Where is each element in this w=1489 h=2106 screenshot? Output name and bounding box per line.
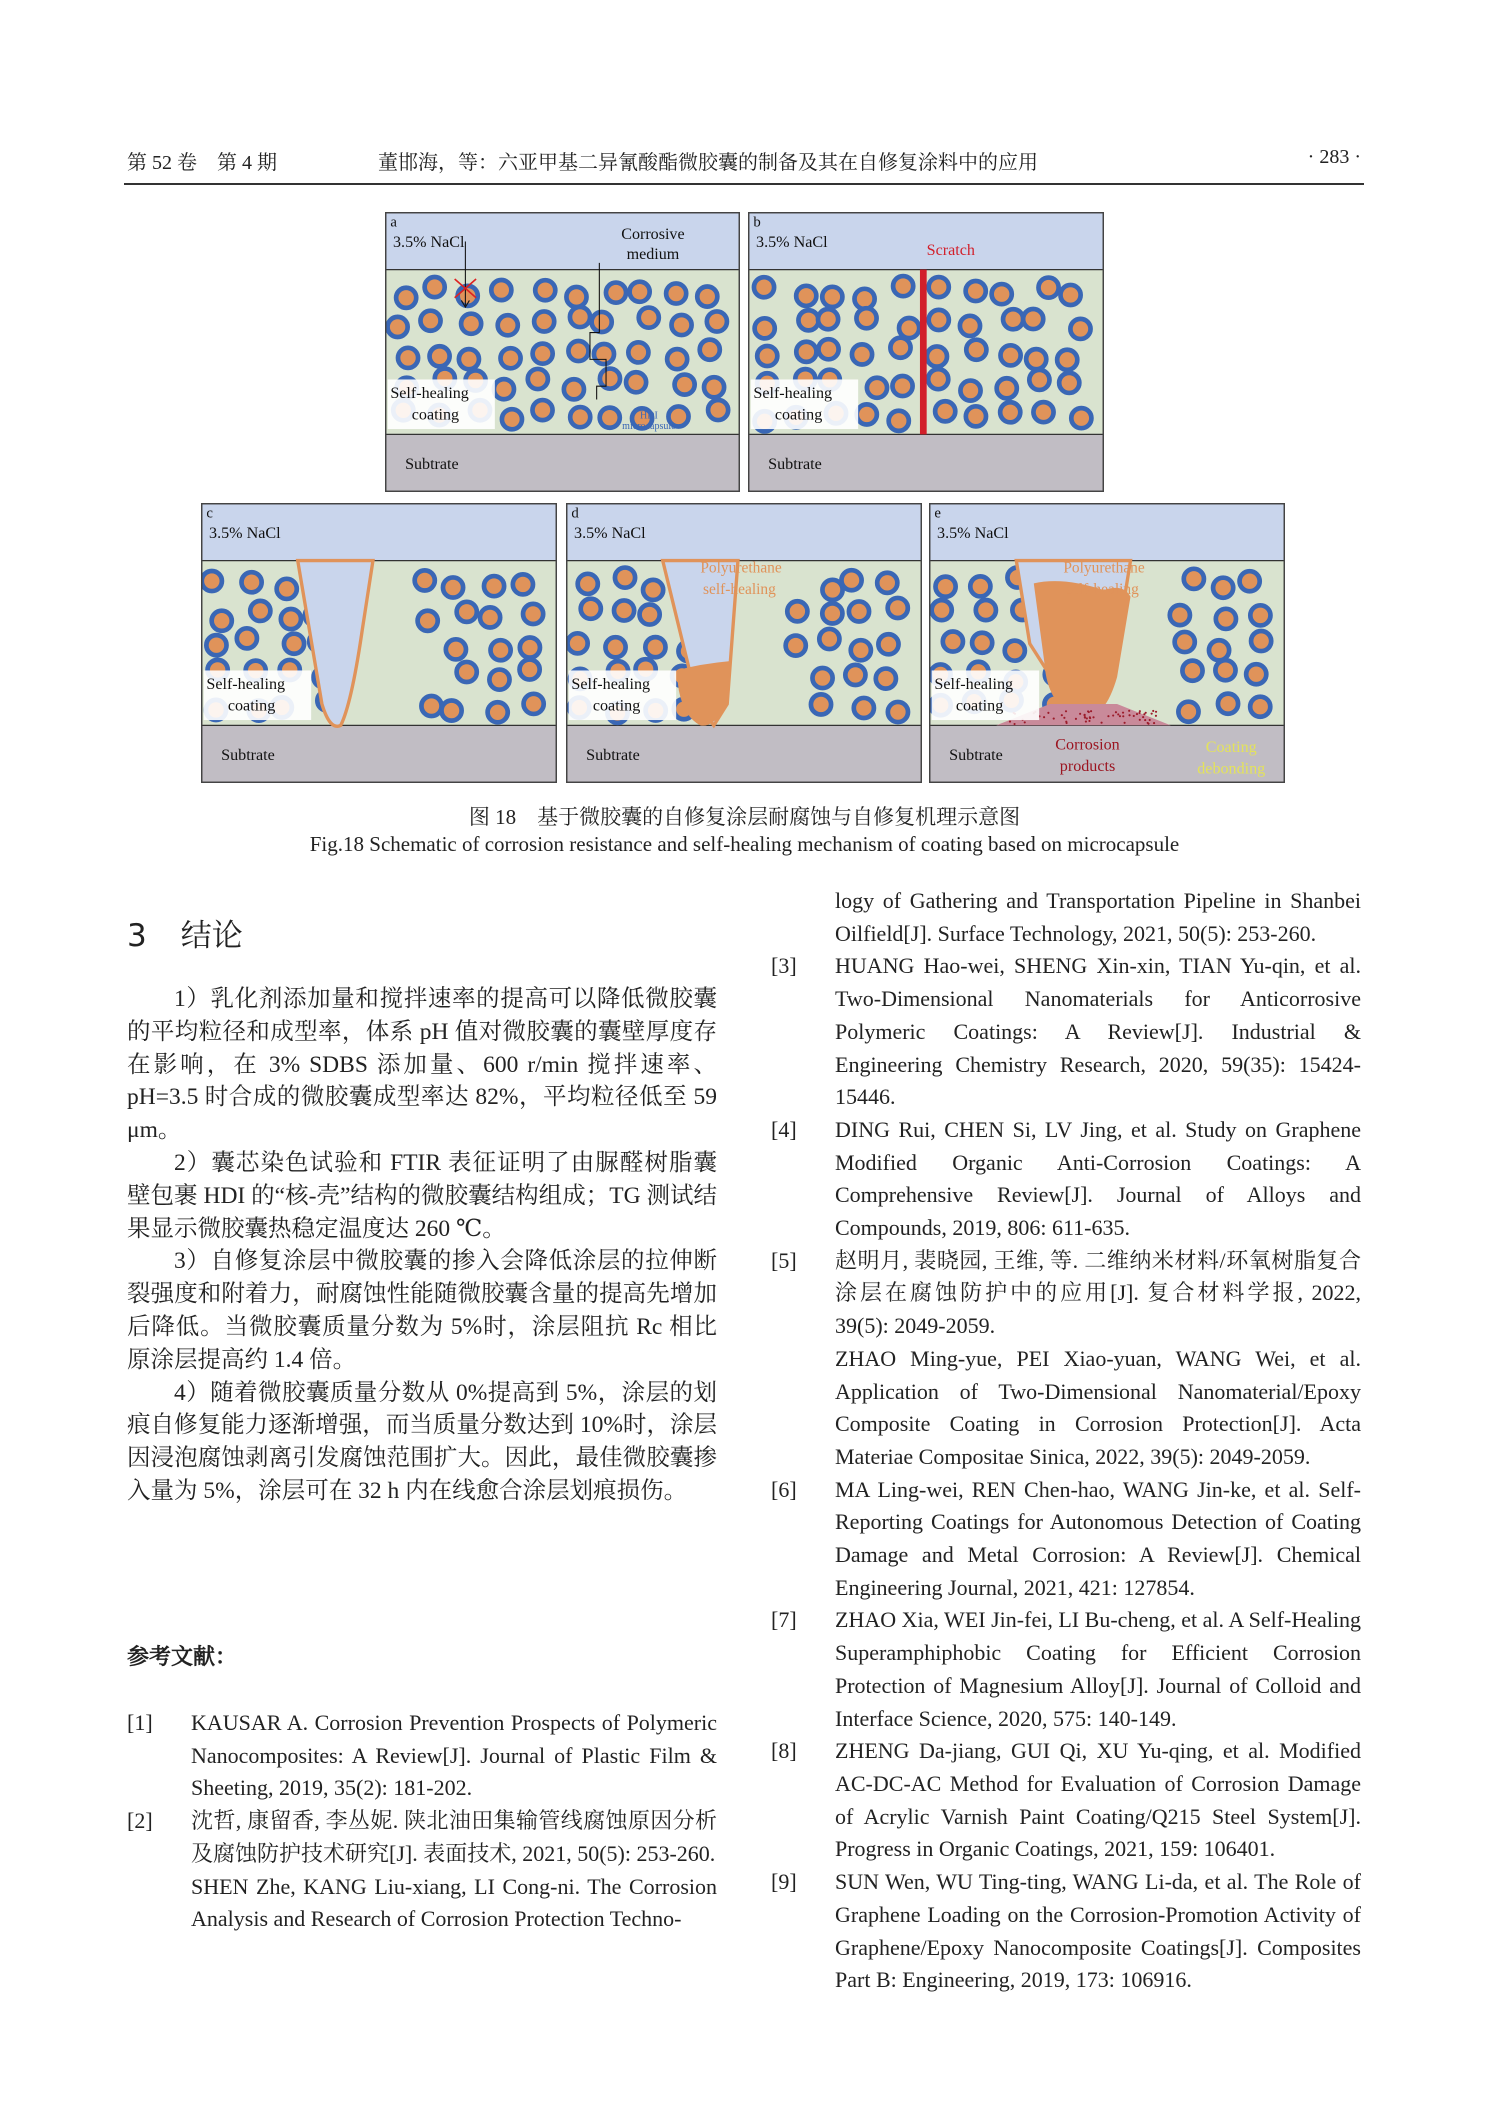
- microcapsule: [841, 570, 861, 590]
- microcapsule: [500, 348, 520, 368]
- microcapsule: [494, 379, 514, 399]
- corrosion-dot: [1155, 711, 1157, 713]
- microcapsule: [892, 376, 912, 396]
- reference-number: [2]: [127, 1808, 153, 1834]
- microcapsule: [643, 580, 663, 600]
- corrosion-dot: [1075, 718, 1077, 720]
- corrosion-dot: [1151, 713, 1153, 715]
- microcapsule: [798, 310, 818, 330]
- corrosion-products-label: Corrosion: [1055, 736, 1120, 754]
- reference-text: 赵明月, 裴晓园, 王维, 等. 二维纳米材料/环氧树脂复合涂层在腐蚀防护中的应用[J]. 复合材料学报, 2022, 39(5): 2049-2059.: [835, 1247, 1361, 1339]
- corrosion-dot: [1088, 711, 1090, 713]
- microcapsule: [535, 280, 555, 300]
- microcapsule: [212, 611, 232, 631]
- coating-label: Self-healing: [206, 676, 286, 694]
- figure-caption-cn: 图 18 基于微胶囊的自修复涂层耐腐蚀与自修复机理示意图: [468, 805, 1021, 829]
- microcapsule: [1213, 578, 1233, 598]
- corrosion-dot: [1092, 716, 1094, 718]
- running-title: 董邯海，等：六亚甲基二异氰酸酯微胶囊的制备及其在自修复涂料中的应用: [378, 152, 1038, 174]
- microcapsule: [241, 572, 261, 592]
- microcapsule: [581, 599, 601, 619]
- corrosion-dot: [1112, 714, 1114, 716]
- corrosion-dot: [1024, 721, 1026, 723]
- microcapsule: [420, 311, 440, 331]
- microcapsule: [640, 604, 660, 624]
- polyurethane-label: self-healing: [1066, 581, 1139, 599]
- reference-text: HUANG Hao-wei, SHENG Xin-xin, TIAN Yu-qin, et al. Two-Dimensional Nanomaterials for Anticorrosive Polymeric Coatings: A Review[J]. Industrial & Engineering Chemistry Research, 2020, 59(35): 15424-15446.: [835, 953, 1361, 1110]
- microcapsule: [845, 665, 865, 685]
- coating-label: coating: [227, 697, 276, 715]
- corrosion-dot: [1124, 722, 1126, 724]
- microcapsule: [854, 698, 874, 718]
- microcapsule: [1184, 569, 1204, 589]
- panel-letter: b: [753, 214, 761, 231]
- microcapsule: [606, 283, 626, 303]
- corrosion-dot: [1090, 710, 1092, 712]
- section-title: 结论: [180, 918, 243, 954]
- reference-item: [127, 1707, 717, 1805]
- microcapsule: [277, 579, 297, 599]
- solution-label: 3.5% NaCl: [574, 524, 646, 542]
- microcapsule: [533, 344, 553, 364]
- microcapsule: [943, 631, 963, 651]
- conclusion-paragraph: 4）随着微胶囊质量分数从 0%提高到 5%，涂层的划痕自修复能力逐渐增强，而当质量分数达到 10%时，涂层因浸泡腐蚀剥离引发腐蚀范围扩大。因此，最佳微胶囊掺入量为 5%，涂层可在 32 h 内在线愈合涂层划痕损伤。: [127, 1379, 717, 1504]
- microcapsule: [1000, 402, 1020, 422]
- microcapsule: [960, 316, 980, 336]
- substrate-label: Subtrate: [768, 456, 822, 474]
- microcapsule: [966, 406, 986, 426]
- microcapsule: [491, 280, 511, 300]
- microcapsule: [446, 639, 466, 659]
- microcapsule: [430, 346, 450, 366]
- corrosion-dot: [1009, 720, 1011, 722]
- microcapsule: [592, 312, 612, 332]
- microcapsule: [615, 568, 635, 588]
- microcapsule: [929, 277, 949, 297]
- corrosion-dot: [1142, 716, 1144, 718]
- microcapsule: [396, 288, 416, 308]
- corrosion-dot: [1043, 716, 1045, 718]
- microcapsule: [1070, 319, 1090, 339]
- microcapsule: [822, 603, 842, 623]
- scratch-label: Scratch: [926, 241, 975, 259]
- solution-label: 3.5% NaCl: [756, 233, 828, 251]
- reference-item: [771, 1474, 1361, 1605]
- microcapsule: [857, 404, 877, 424]
- microcapsule: [1216, 609, 1236, 629]
- references-left: [127, 1707, 717, 1936]
- reference-text: MA Ling-wei, REN Chen-hao, WANG Jin-ke, et al. Self-Reporting Coatings for Autonomous Detection of Coating Damage and Metal Corrosion: A Review[J]. Chemical Engineering Journal, 2021, 421: 127854.: [835, 1476, 1361, 1600]
- panel-letter: e: [934, 505, 941, 522]
- panel-c: [201, 503, 557, 783]
- microcapsule: [1178, 702, 1198, 722]
- microcapsule: [564, 379, 584, 399]
- microcapsule: [786, 636, 806, 656]
- microcapsule: [418, 611, 438, 631]
- microcapsule: [1218, 694, 1238, 714]
- panel-e: [929, 503, 1285, 783]
- corrosion-dot: [1088, 720, 1090, 722]
- corrosion-dot: [1138, 712, 1140, 714]
- coating-label: Self-healing: [390, 385, 469, 403]
- reference-item: [771, 1866, 1361, 1997]
- corrosive-medium-label: medium: [626, 245, 680, 263]
- microcapsule: [630, 282, 650, 302]
- microcapsule: [425, 277, 445, 297]
- corrosion-dot: [1063, 717, 1065, 719]
- microcapsule: [459, 349, 479, 369]
- reference-number: [7]: [771, 1607, 797, 1633]
- microcapsule: [1023, 309, 1043, 329]
- scratch-mark: [920, 270, 927, 435]
- microcapsule: [1003, 309, 1023, 329]
- polyurethane-label: self-healing: [703, 581, 776, 599]
- microcapsule: [818, 339, 838, 359]
- microcapsule: [594, 344, 614, 364]
- corrosion-dot: [1065, 710, 1067, 712]
- conclusions: [127, 983, 717, 1508]
- microcapsule: [1246, 664, 1266, 684]
- microcapsule: [854, 289, 874, 309]
- conclusion-paragraph: 3）自修复涂层中微胶囊的掺入会降低涂层的拉伸断裂强度和附着力，耐腐蚀性能随微胶囊含量的提高先增加后降低。当微胶囊质量分数为 5%时，涂层阻抗 Rc 相比原涂层提高约 1.4 倍。: [127, 1248, 717, 1373]
- microcapsule: [502, 409, 522, 429]
- microcapsule: [704, 377, 724, 397]
- panel-b: [748, 212, 1104, 492]
- conclusion-paragraph: 2）囊芯染色试验和 FTIR 表征证明了由脲醛树脂囊壁包裹 HDI 的“核-壳”结构的微胶囊结构组成；TG 测试结果显示微胶囊热稳定温度达 260 ℃。: [127, 1149, 717, 1242]
- microcapsule: [570, 307, 590, 327]
- microcapsule: [480, 607, 500, 627]
- microcapsule: [1059, 373, 1079, 393]
- coating-debonding-label: debonding: [1197, 760, 1266, 778]
- microcapsule: [899, 318, 919, 338]
- hdi-capsule-label: HDI: [639, 410, 658, 422]
- reference-continuation: [771, 885, 1361, 950]
- microcapsule: [1071, 408, 1091, 428]
- microcapsule: [852, 344, 872, 364]
- corrosion-dot: [1145, 712, 1147, 714]
- microcapsule: [566, 287, 586, 307]
- reference-text: DING Rui, CHEN Si, LV Jing, et al. Study on Graphene Modified Organic Anti-Corrosion Coatings: A Comprehensive Review[J]. Journal of Alloys and Compounds, 2019, 806: 611-635.: [835, 1116, 1361, 1241]
- microcapsule: [614, 600, 634, 620]
- substrate-label: Subtrate: [586, 747, 640, 765]
- reference-number: [1]: [127, 1710, 153, 1735]
- microcapsule: [812, 668, 832, 688]
- page-number: · 283 ·: [1307, 146, 1361, 168]
- reference-item: [771, 1735, 1361, 1866]
- microcapsule: [398, 348, 418, 368]
- corrosion-dot: [1139, 719, 1141, 721]
- references-right: [771, 885, 1361, 1997]
- microcapsule: [1251, 631, 1271, 651]
- microcapsule: [1026, 349, 1046, 369]
- panel-letter: c: [206, 505, 213, 522]
- microcapsule: [697, 287, 717, 307]
- microcapsule: [443, 577, 463, 597]
- corrosion-dot: [1047, 712, 1049, 714]
- microcapsule: [888, 598, 908, 618]
- microcapsule: [849, 601, 869, 621]
- corrosive-medium-label: Corrosive: [621, 225, 685, 243]
- coating-label: coating: [411, 406, 460, 424]
- corrosion-dot: [1107, 715, 1109, 717]
- microcapsule: [441, 701, 461, 721]
- microcapsule: [421, 696, 441, 716]
- microcapsule: [628, 342, 648, 362]
- microcapsule: [667, 349, 687, 369]
- polyurethane-label: Polyurethane: [700, 559, 782, 577]
- corrosion-dot: [1013, 723, 1015, 725]
- microcapsule: [1209, 640, 1229, 660]
- microcapsule: [708, 400, 728, 420]
- microcapsule: [415, 570, 435, 590]
- microcapsule: [1170, 605, 1190, 625]
- microcapsule: [867, 378, 887, 398]
- microcapsule: [388, 317, 408, 337]
- reference-item: [771, 950, 1361, 1114]
- reference-number: [6]: [771, 1476, 797, 1502]
- corrosion-dot: [1053, 718, 1055, 720]
- corrosion-dot: [1084, 717, 1086, 719]
- microcapsule: [1215, 660, 1235, 680]
- microcapsule: [1038, 278, 1058, 298]
- corrosion-dot: [1066, 722, 1068, 724]
- microcapsule: [755, 318, 775, 338]
- corrosion-dot: [1061, 714, 1063, 716]
- header-rule: [124, 183, 1364, 185]
- reference-item: [127, 1805, 717, 1936]
- reference-number: [5]: [771, 1247, 797, 1273]
- microcapsule: [976, 600, 996, 620]
- microcapsule: [1182, 661, 1202, 681]
- microcapsule: [819, 629, 839, 649]
- microcapsule: [461, 314, 481, 334]
- corrosion-dot: [1153, 722, 1155, 724]
- microcapsule: [787, 601, 807, 621]
- coating-label: Self-healing: [934, 676, 1014, 694]
- microcapsule: [484, 576, 504, 596]
- microcapsule: [489, 670, 509, 690]
- microcapsule: [928, 369, 948, 389]
- microcapsule: [281, 609, 301, 629]
- reference-text-en: SHEN Zhe, KANG Liu-xiang, LI Cong-ni. The Corrosion Analysis and Research of Corrosion Protection Techno-: [191, 1873, 717, 1932]
- microcapsule: [488, 702, 508, 722]
- microcapsule: [284, 634, 304, 654]
- microcapsule: [523, 604, 543, 624]
- coating-label: coating: [955, 697, 1004, 715]
- section-number: 3: [127, 918, 147, 954]
- corrosion-dot: [1128, 714, 1130, 716]
- coating-debonding-label: Coating: [1205, 739, 1257, 757]
- microcapsule: [1033, 402, 1053, 422]
- reference-text: ZHENG Da-jiang, GUI Qi, XU Yu-qing, et al. Modified AC-DC-AC Method for Evaluation of Corrosion Damage of Acrylic Varnish Paint Coating/Q215 Steel System[J]. Progress in Organic Coatings, 2021, 159: 106401.: [835, 1738, 1361, 1862]
- corrosion-dot: [1147, 722, 1149, 724]
- microcapsule: [856, 308, 876, 328]
- microcapsule: [889, 411, 909, 431]
- microcapsule: [1057, 350, 1077, 370]
- panel-d: [566, 503, 922, 783]
- corrosion-dot: [1133, 715, 1135, 717]
- corrosion-dot: [1089, 716, 1091, 718]
- microcapsule: [675, 375, 695, 395]
- microcapsule: [206, 635, 226, 655]
- microcapsule: [498, 315, 518, 335]
- corrosion-dot: [1100, 722, 1102, 724]
- section-heading: [127, 910, 243, 955]
- solution-label: 3.5% NaCl: [209, 524, 281, 542]
- corrosion-dot: [1128, 710, 1130, 712]
- corrosion-dot: [1079, 713, 1081, 715]
- reference-number: [3]: [771, 953, 797, 979]
- panel-letter: a: [390, 214, 397, 231]
- corrosion-dot: [1136, 713, 1138, 715]
- microcapsule: [1029, 370, 1049, 390]
- reference-text: SUN Wen, WU Ting-ting, WANG Li-da, et al. The Role of Graphene Loading on the Corrosion-Promotion Activity of Graphene/Epoxy Nanocomposite Coatings[J]. Composites Part B: Engineering, 2019, 173: 106916.: [835, 1869, 1361, 1993]
- microcapsule: [666, 283, 686, 303]
- polyurethane-label: Polyurethane: [1063, 559, 1145, 577]
- conclusion-paragraph: 1）乳化剂添加量和搅拌速率的提高可以降低微胶囊的平均粒径和成型率，体系 pH 值对微胶囊的囊壁厚度存在影响，在 3% SDBS 添加量、600 r/min 搅拌速率、pH=3.5 时合成的微胶囊成型率达 82%，平均粒径低至 59 μm。: [127, 986, 717, 1144]
- microcapsule: [893, 276, 913, 296]
- substrate-label: Subtrate: [949, 747, 1003, 765]
- microcapsule: [927, 346, 947, 366]
- microcapsule: [960, 381, 980, 401]
- substrate-label: Subtrate: [405, 456, 459, 474]
- corrosion-dot: [1085, 720, 1087, 722]
- microcapsule: [878, 634, 898, 654]
- microcapsule: [707, 311, 727, 331]
- corrosion-dot: [1139, 710, 1141, 712]
- microcapsule: [626, 372, 646, 392]
- microcapsule: [1175, 632, 1195, 652]
- microcapsule: [966, 340, 986, 360]
- microcapsule: [513, 574, 533, 594]
- microcapsule: [1000, 345, 1020, 365]
- corrosion-dot: [1086, 717, 1088, 719]
- microcapsule: [639, 308, 659, 328]
- microcapsule: [568, 341, 588, 361]
- microcapsule: [811, 694, 831, 714]
- microcapsule: [1250, 605, 1270, 625]
- solution-label: 3.5% NaCl: [937, 524, 1009, 542]
- microcapsule: [877, 573, 897, 593]
- microcapsule: [890, 338, 910, 358]
- microcapsule: [524, 694, 544, 714]
- reference-text: KAUSAR A. Corrosion Prevention Prospects of Polymeric Nanocomposites: A Review[J]. Journal of Plastic Film & Sheeting, 2019, 35(2): 181-202.: [191, 1710, 717, 1801]
- microcapsule: [600, 408, 620, 428]
- reference-item: [771, 1114, 1361, 1245]
- coating-label: Self-healing: [753, 385, 833, 403]
- corrosion-dot: [1122, 715, 1124, 717]
- corrosion-dot: [1152, 710, 1154, 712]
- microcapsule: [1240, 571, 1260, 591]
- reference-text: 沈哲, 康留香, 李丛妮. 陕北油田集输管线腐蚀原因分析及腐蚀防护技术研究[J]. 表面技术, 2021, 50(5): 253-260.: [191, 1808, 717, 1866]
- microcapsule: [935, 577, 955, 597]
- microcapsule: [528, 369, 548, 389]
- microcapsule: [457, 662, 477, 682]
- microcapsule: [1060, 285, 1080, 305]
- figure-caption-en: Fig.18 Schematic of corrosion resistance and self-healing mechanism of coating based on microcapsule: [309, 832, 1180, 856]
- panel-letter: d: [571, 505, 579, 522]
- reference-text: ZHAO Xia, WEI Jin-fei, LI Bu-cheng, et al. A Self-Healing Superamphiphobic Coating for Efficient Corrosion Protection of Magnesium Alloy[J]. Journal of Colloid and Interface Science, 2020, 575: 140-149.: [835, 1607, 1361, 1731]
- microcapsule: [605, 637, 625, 657]
- microcapsule: [796, 286, 816, 306]
- microcapsule: [992, 284, 1012, 304]
- corrosion-products-label: products: [1059, 757, 1116, 775]
- microcapsule: [851, 640, 871, 660]
- microcapsule: [457, 602, 477, 622]
- substrate-label: Subtrate: [221, 747, 275, 765]
- microcapsule: [520, 659, 540, 679]
- microcapsule: [796, 342, 816, 362]
- microcapsule: [970, 576, 990, 596]
- microcapsule: [822, 287, 842, 307]
- microcapsule: [1005, 641, 1025, 661]
- panel-a: [385, 212, 740, 492]
- microcapsule: [520, 638, 540, 658]
- microcapsule: [932, 600, 952, 620]
- microcapsule: [888, 702, 908, 722]
- microcapsule: [534, 311, 554, 331]
- microcapsule: [972, 633, 992, 653]
- corrosion-dot: [1155, 715, 1157, 717]
- reference-text: logy of Gathering and Transportation Pipeline in Shanbei Oilfield[J]. Surface Technology, 2021, 50(5): 253-260.: [835, 888, 1361, 946]
- coating-label: Self-healing: [571, 676, 651, 694]
- microcapsule: [929, 310, 949, 330]
- coating-label: coating: [774, 406, 823, 424]
- reference-number: [8]: [771, 1738, 797, 1764]
- solution-label: 3.5% NaCl: [393, 233, 465, 251]
- microcapsule: [570, 407, 590, 427]
- microcapsule: [935, 401, 955, 421]
- microcapsule: [532, 400, 552, 420]
- reference-item: [771, 1604, 1361, 1735]
- microcapsule: [578, 574, 598, 594]
- corrosion-dot: [1122, 712, 1124, 714]
- hdi-capsule-label: microcapsule: [622, 421, 676, 433]
- reference-number: [4]: [771, 1116, 797, 1142]
- microcapsule: [700, 340, 720, 360]
- reference-item: [771, 1245, 1361, 1474]
- journal-volume-issue: 第 52 卷 第 4 期: [127, 152, 277, 174]
- microcapsule: [237, 628, 257, 648]
- microcapsule: [1250, 697, 1270, 717]
- microcapsule: [754, 277, 774, 297]
- microcapsule: [757, 346, 777, 366]
- corrosion-dot: [1117, 713, 1119, 715]
- microcapsule: [966, 281, 986, 301]
- microcapsule: [876, 669, 896, 689]
- microcapsule: [645, 637, 665, 657]
- microcapsule: [818, 309, 838, 329]
- reference-number: [9]: [771, 1869, 797, 1895]
- corrosion-dot: [1144, 719, 1146, 721]
- corrosion-dot: [1083, 714, 1085, 716]
- corrosion-dot: [1119, 715, 1121, 717]
- microcapsule: [202, 571, 222, 591]
- microcapsule: [250, 601, 270, 621]
- microcapsule: [672, 315, 692, 335]
- corrosion-dot: [1115, 711, 1117, 713]
- references-heading: 参考文献：: [127, 1645, 238, 1670]
- reference-text-en: ZHAO Ming-yue, PEI Xiao-yuan, WANG Wei, et al. Application of Two-Dimensional Nanomaterial/Epoxy Composite Coating in Corrosion Protection[J]. Acta Materiae Compositae Sinica, 2022, 39(5): 2049-2059.: [835, 1345, 1361, 1469]
- coating-label: coating: [592, 697, 641, 715]
- microcapsule: [491, 640, 511, 660]
- microcapsule: [997, 378, 1017, 398]
- microcapsule: [568, 633, 588, 653]
- corrosion-dot: [1149, 719, 1151, 721]
